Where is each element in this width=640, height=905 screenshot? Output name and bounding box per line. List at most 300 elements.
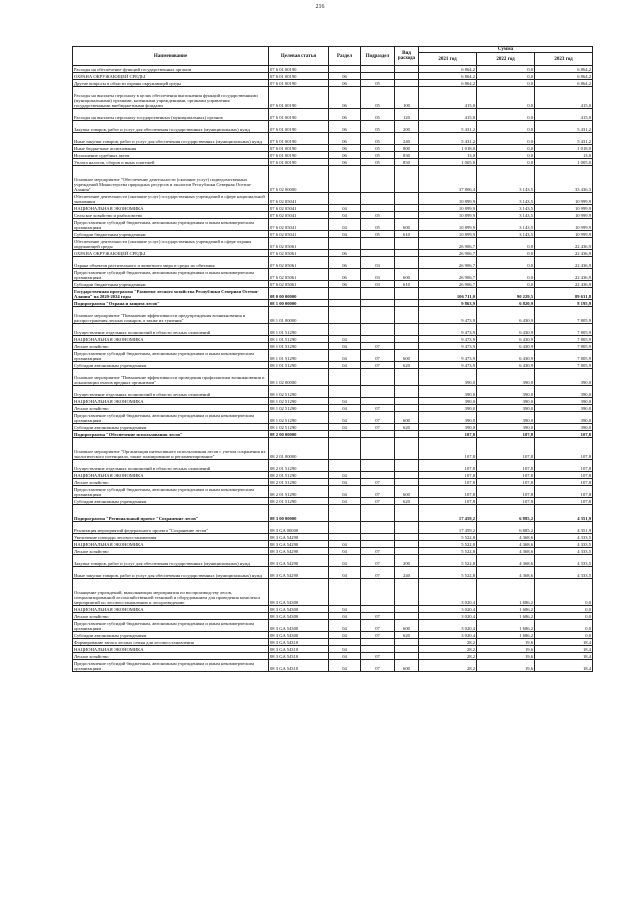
cell-2022: 390,0	[477, 398, 535, 405]
cell-2021: 9 473,9	[419, 350, 477, 362]
cell-name: НАЦИОНАЛЬНАЯ ЭКОНОМИКА	[73, 646, 269, 653]
cell-subsection: 05	[361, 152, 395, 159]
cell-section: 06	[329, 87, 361, 109]
cell-2021: 415,0	[419, 109, 477, 121]
cell-subsection: 05	[361, 121, 395, 133]
cell-subsection: 05	[361, 219, 395, 231]
cell-subsection	[361, 73, 395, 80]
cell-expense-type	[395, 343, 419, 350]
cell-2021: 10 899,9	[419, 205, 477, 212]
cell-section: 04	[329, 205, 361, 212]
cell-expense-type	[395, 212, 419, 219]
cell-subsection: 07	[361, 362, 395, 369]
cell-2021: 3 020,4	[419, 606, 477, 613]
cell-name: Предоставление субсидий бюджетным, автономным учреждениям и иным некоммерческим организациям	[73, 219, 269, 231]
cell-2021: 28,2	[419, 646, 477, 653]
cell-expense-type	[395, 300, 419, 307]
cell-name: Уплата налогов, сборов и иных платежей	[73, 159, 269, 166]
cell-2021: 1 005,0	[419, 159, 477, 166]
cell-2021: 9 473,9	[419, 324, 477, 336]
table-row	[73, 386, 593, 398]
cell-section	[329, 386, 361, 398]
cell-2021: 107,8	[419, 486, 477, 498]
cell-subsection: 07	[361, 350, 395, 362]
cell-target: 07 6 01 00190	[269, 145, 329, 152]
cell-2021: 26 906,7	[419, 250, 477, 257]
cell-2022: 0,0	[477, 159, 535, 166]
table-row	[73, 620, 593, 632]
cell-name: Осуществление отдельных полномочий в области лесных отношений	[73, 460, 269, 472]
table-row	[73, 606, 593, 613]
cell-2022: 1 686,2	[477, 579, 535, 606]
cell-2023: 1 018,0	[535, 145, 593, 152]
cell-2023: 33 436,3	[535, 166, 593, 193]
cell-target: 08 3 GA 54300	[269, 632, 329, 639]
cell-2023: 390,0	[535, 412, 593, 424]
cell-expense-type: 850	[395, 159, 419, 166]
cell-target: 08 3 GA 54290	[269, 567, 329, 579]
cell-target: 08 3 GA 54310	[269, 639, 329, 646]
cell-subsection	[361, 250, 395, 257]
cell-2022: 0,0	[477, 238, 535, 250]
cell-2022: 6 430,9	[477, 307, 535, 324]
cell-2023: 390,0	[535, 369, 593, 386]
cell-2022: 0,0	[477, 145, 535, 152]
cell-target: 08 2 00 00000	[269, 431, 329, 438]
cell-expense-type	[395, 541, 419, 548]
cell-target: 07 6 02 05041	[269, 193, 329, 205]
cell-name: Оснащение учреждений, выполняющих мероприятия по воспроизводству лесов, специализированной лесохозяйственной техникой и оборудованием для проведения комплекса мероприятий по лесовосстановлению и лесоразведению	[73, 579, 269, 606]
cell-expense-type	[395, 534, 419, 541]
cell-target: 07 6 02 05041	[269, 205, 329, 212]
cell-subsection	[361, 238, 395, 250]
cell-2022: 107,8	[477, 498, 535, 505]
cell-name: Подпрограмма "Обеспечение использования лесов"	[73, 431, 269, 438]
cell-2022: 4 368,6	[477, 555, 535, 567]
cell-2022: 0,0	[477, 250, 535, 257]
table-row	[73, 336, 593, 343]
cell-name: Государственная программа "Развитие лесного хозяйства Республики Северная Осетия-Алания" на 2020-2024 годы	[73, 288, 269, 300]
cell-2023: 7 805,9	[535, 336, 593, 343]
cell-section	[329, 300, 361, 307]
budget-table	[72, 46, 593, 672]
cell-target: 07 6 02 05041	[269, 231, 329, 238]
table-row	[73, 121, 593, 133]
cell-expense-type: 240	[395, 133, 419, 145]
cell-2023: 89 631,8	[535, 288, 593, 300]
cell-target: 08 3 GA 54290	[269, 555, 329, 567]
cell-target: 07 6 02 05061	[269, 250, 329, 257]
cell-target: 08 1 01 51290	[269, 350, 329, 362]
header-target: Целевая статья	[269, 47, 329, 66]
cell-section	[329, 579, 361, 606]
cell-target: 08 3 GA 54300	[269, 579, 329, 606]
cell-subsection: 07	[361, 613, 395, 620]
cell-2023: 7 805,9	[535, 343, 593, 350]
cell-section: 04	[329, 212, 361, 219]
cell-2023: 107,8	[535, 460, 593, 472]
cell-2023: 4 333,5	[535, 567, 593, 579]
cell-subsection	[361, 324, 395, 336]
table-row	[73, 653, 593, 660]
cell-target: 07 6 01 00190	[269, 159, 329, 166]
cell-subsection	[361, 205, 395, 212]
cell-section	[329, 166, 361, 193]
cell-subsection	[361, 460, 395, 472]
table-row	[73, 269, 593, 281]
cell-subsection	[361, 386, 395, 398]
cell-2021: 107,8	[419, 460, 477, 472]
cell-target: 07 6 02 05061	[269, 238, 329, 250]
header-section: Раздел	[329, 47, 361, 66]
cell-2021: 106 711,0	[419, 288, 477, 300]
cell-section: 06	[329, 152, 361, 159]
cell-2023: 107,8	[535, 479, 593, 486]
cell-2021: 107,8	[419, 479, 477, 486]
cell-name: Субсидии бюджетным учреждениям	[73, 231, 269, 238]
cell-2023: 10 999,9	[535, 193, 593, 205]
cell-2021: 3 020,4	[419, 620, 477, 632]
cell-target: 07 6 01 00190	[269, 87, 329, 109]
cell-name: Расходы на обеспечение функций государственных органов	[73, 66, 269, 73]
cell-name: НАЦИОНАЛЬНАЯ ЭКОНОМИКА	[73, 398, 269, 405]
cell-2022: 3 143,5	[477, 166, 535, 193]
cell-2022: 107,8	[477, 460, 535, 472]
cell-subsection: 07	[361, 343, 395, 350]
cell-2023: 22 436,9	[535, 281, 593, 288]
cell-2021: 107,8	[419, 438, 477, 460]
cell-2023: 1 005,0	[535, 159, 593, 166]
cell-2023: 18,4	[535, 660, 593, 672]
cell-section	[329, 288, 361, 300]
cell-2022: 1 686,2	[477, 632, 535, 639]
cell-2022: 0,0	[477, 109, 535, 121]
cell-2022: 4 368,6	[477, 541, 535, 548]
cell-expense-type	[395, 606, 419, 613]
cell-section: 04	[329, 653, 361, 660]
cell-section	[329, 324, 361, 336]
cell-subsection	[361, 505, 395, 522]
table-row	[73, 660, 593, 672]
cell-subsection: 03	[361, 257, 395, 269]
cell-2021: 415,0	[419, 87, 477, 109]
cell-2023: 6 864,2	[535, 73, 593, 80]
cell-section: 04	[329, 231, 361, 238]
cell-target: 08 1 01 51290	[269, 343, 329, 350]
cell-target: 07 6 02 00000	[269, 166, 329, 193]
cell-section	[329, 639, 361, 646]
cell-2022: 4 368,6	[477, 567, 535, 579]
cell-expense-type	[395, 369, 419, 386]
cell-subsection: 05	[361, 80, 395, 87]
cell-2022: 0,0	[477, 257, 535, 269]
cell-2022: 0,0	[477, 73, 535, 80]
cell-section	[329, 522, 361, 534]
cell-2021: 1 018,0	[419, 145, 477, 152]
cell-2022: 6 820,9	[477, 300, 535, 307]
header-subsection: Подраздел	[361, 47, 395, 66]
cell-name: Лесное хозяйство	[73, 405, 269, 412]
cell-2023: 22 436,9	[535, 269, 593, 281]
cell-subsection: 07	[361, 620, 395, 632]
cell-name: Иные закупки товаров, работ и услуг для обеспечения государственных (муниципальных) нужд	[73, 133, 269, 145]
cell-expense-type: 620	[395, 632, 419, 639]
cell-2023: 4 333,5	[535, 548, 593, 555]
table-row	[73, 166, 593, 193]
cell-target: 08 1 00 00000	[269, 300, 329, 307]
cell-2022: 3 143,5	[477, 193, 535, 205]
table-row	[73, 238, 593, 250]
table-row	[73, 145, 593, 152]
table-row	[73, 193, 593, 205]
cell-subsection: 07	[361, 405, 395, 412]
page-number: 216	[315, 4, 325, 10]
cell-target: 08 1 02 51290	[269, 398, 329, 405]
cell-2023: 7 805,9	[535, 324, 593, 336]
cell-section: 06	[329, 281, 361, 288]
cell-subsection	[361, 369, 395, 386]
cell-target: 07 6 02 05061	[269, 269, 329, 281]
cell-target: 08 1 01 00000	[269, 307, 329, 324]
cell-expense-type	[395, 257, 419, 269]
cell-subsection: 07	[361, 412, 395, 424]
cell-target: 07 6 02 05041	[269, 212, 329, 219]
cell-section: 04	[329, 498, 361, 505]
cell-subsection	[361, 288, 395, 300]
cell-2023: 7 805,9	[535, 350, 593, 362]
cell-name: Субсидии автономным учреждениям	[73, 498, 269, 505]
cell-2021: 6 864,2	[419, 66, 477, 73]
cell-2022: 1 686,2	[477, 613, 535, 620]
cell-target: 08 3 GA 54300	[269, 620, 329, 632]
cell-2022: 4 368,6	[477, 534, 535, 541]
cell-2023: 18,4	[535, 646, 593, 653]
cell-section: 04	[329, 350, 361, 362]
cell-section: 04	[329, 336, 361, 343]
cell-expense-type: 620	[395, 424, 419, 431]
table-row	[73, 438, 593, 460]
cell-target: 08 1 02 51290	[269, 386, 329, 398]
cell-2022: 19,6	[477, 653, 535, 660]
cell-section: 04	[329, 632, 361, 639]
table-row	[73, 87, 593, 109]
cell-subsection	[361, 307, 395, 324]
cell-2022: 3 143,5	[477, 219, 535, 231]
cell-expense-type	[395, 324, 419, 336]
cell-2021: 3 020,4	[419, 613, 477, 620]
cell-target: 07 6 01 00190	[269, 80, 329, 87]
cell-name: Исполнение судебных актов	[73, 152, 269, 159]
table-row	[73, 555, 593, 567]
cell-target: 08 3 GA 54300	[269, 606, 329, 613]
table-row	[73, 152, 593, 159]
cell-target: 08 1 01 51290	[269, 324, 329, 336]
cell-section: 04	[329, 412, 361, 424]
cell-2023: 10 999,9	[535, 219, 593, 231]
cell-name: Лесное хозяйство	[73, 613, 269, 620]
cell-subsection	[361, 579, 395, 606]
cell-2022: 1 686,2	[477, 620, 535, 632]
cell-2023: 107,8	[535, 472, 593, 479]
cell-section: 06	[329, 250, 361, 257]
cell-2023: 390,0	[535, 405, 593, 412]
cell-subsection: 07	[361, 548, 395, 555]
cell-subsection: 03	[361, 269, 395, 281]
cell-target: 08 3 GA 54300	[269, 613, 329, 620]
cell-expense-type	[395, 579, 419, 606]
table-row	[73, 639, 593, 646]
cell-target: 07 6 02 05041	[269, 219, 329, 231]
cell-2021: 26 906,7	[419, 238, 477, 250]
table-row	[73, 159, 593, 166]
cell-section: 04	[329, 486, 361, 498]
cell-2023: 107,8	[535, 498, 593, 505]
cell-2021: 5 431,2	[419, 121, 477, 133]
cell-2021: 17 459,2	[419, 505, 477, 522]
table-row	[73, 362, 593, 369]
cell-2023: 0,0	[535, 606, 593, 613]
cell-2023: 6 864,2	[535, 80, 593, 87]
cell-expense-type	[395, 613, 419, 620]
cell-expense-type: 600	[395, 219, 419, 231]
cell-target: 07 6 01 00190	[269, 121, 329, 133]
cell-target: 08 3 GA 54290	[269, 548, 329, 555]
table-row	[73, 281, 593, 288]
cell-2022: 0,0	[477, 281, 535, 288]
cell-target: 08 1 01 51290	[269, 336, 329, 343]
table-row	[73, 412, 593, 424]
cell-2022: 390,0	[477, 405, 535, 412]
cell-subsection: 03	[361, 281, 395, 288]
cell-subsection: 07	[361, 486, 395, 498]
cell-name: ОХРАНА ОКРУЖАЮЩЕЙ СРЕДЫ	[73, 250, 269, 257]
cell-2023: 10 999,9	[535, 205, 593, 212]
table-row	[73, 405, 593, 412]
table-row	[73, 431, 593, 438]
cell-name: Увеличение площади лесовосстановления	[73, 534, 269, 541]
cell-subsection: 07	[361, 632, 395, 639]
cell-name: Лесное хозяйство	[73, 653, 269, 660]
cell-name: Субсидии бюджетным учреждениям	[73, 281, 269, 288]
cell-2022: 0,0	[477, 87, 535, 109]
cell-2021: 390,0	[419, 369, 477, 386]
cell-expense-type	[395, 386, 419, 398]
cell-2022: 3 143,5	[477, 231, 535, 238]
cell-2021: 5 431,2	[419, 133, 477, 145]
cell-subsection	[361, 639, 395, 646]
cell-2023: 415,0	[535, 87, 593, 109]
cell-expense-type: 120	[395, 109, 419, 121]
cell-name: Подпрограмма "Региональный проект "Сохранение лесов"	[73, 505, 269, 522]
cell-section: 04	[329, 613, 361, 620]
cell-name: Охрана объектов растительного и животного мира и среды их обитания	[73, 257, 269, 269]
cell-2021: 37 806,4	[419, 166, 477, 193]
cell-2022: 0,0	[477, 133, 535, 145]
cell-expense-type	[395, 336, 419, 343]
cell-name: Основное мероприятие "Повышение эффективности предупреждения возникновения и распространения лесных пожаров, а также их тушения"	[73, 307, 269, 324]
cell-2022: 0,0	[477, 152, 535, 159]
table-row	[73, 231, 593, 238]
cell-subsection: 07	[361, 424, 395, 431]
cell-target: 08 3 GA 54290	[269, 534, 329, 541]
cell-expense-type: 600	[395, 660, 419, 672]
cell-2022: 3 143,5	[477, 205, 535, 212]
cell-name: НАЦИОНАЛЬНАЯ ЭКОНОМИКА	[73, 336, 269, 343]
cell-name: Субсидии автономным учреждениям	[73, 362, 269, 369]
cell-section: 04	[329, 479, 361, 486]
cell-2021: 5 522,8	[419, 548, 477, 555]
cell-subsection	[361, 398, 395, 405]
cell-section	[329, 193, 361, 205]
cell-2021: 9 473,9	[419, 307, 477, 324]
cell-section	[329, 438, 361, 460]
cell-name: Основное мероприятие "Повышение эффективности проведения профилактики возникновения и локализации очагов вредных организмов"	[73, 369, 269, 386]
cell-expense-type	[395, 166, 419, 193]
cell-target: 08 3 GA 54310	[269, 660, 329, 672]
cell-2021: 28,2	[419, 660, 477, 672]
cell-2022: 1 686,2	[477, 606, 535, 613]
cell-subsection	[361, 431, 395, 438]
cell-2021: 390,0	[419, 412, 477, 424]
cell-section: 04	[329, 660, 361, 672]
cell-2023: 6 864,2	[535, 66, 593, 73]
cell-section	[329, 66, 361, 73]
cell-section: 06	[329, 269, 361, 281]
cell-name: Лесное хозяйство	[73, 343, 269, 350]
cell-subsection: 05	[361, 133, 395, 145]
cell-2023: 107,8	[535, 486, 593, 498]
table-row	[73, 486, 593, 498]
cell-target: 07 6 01 00190	[269, 66, 329, 73]
table-row	[73, 300, 593, 307]
cell-target: 07 6 02 05061	[269, 281, 329, 288]
cell-section	[329, 307, 361, 324]
cell-expense-type: 830	[395, 152, 419, 159]
cell-2021: 28,2	[419, 639, 477, 646]
cell-section: 06	[329, 109, 361, 121]
cell-2022: 107,8	[477, 431, 535, 438]
cell-expense-type	[395, 472, 419, 479]
cell-section: 04	[329, 555, 361, 567]
cell-target: 08 1 02 51290	[269, 405, 329, 412]
cell-2022: 390,0	[477, 369, 535, 386]
cell-section: 04	[329, 219, 361, 231]
cell-expense-type	[395, 405, 419, 412]
cell-target: 08 2 01 51290	[269, 486, 329, 498]
cell-subsection	[361, 534, 395, 541]
cell-name: Закупка товаров, работ и услуг для обеспечения государственных (муниципальных) нужд	[73, 555, 269, 567]
cell-2021: 5 522,8	[419, 555, 477, 567]
cell-expense-type	[395, 80, 419, 87]
cell-expense-type	[395, 398, 419, 405]
cell-2021: 10 899,9	[419, 219, 477, 231]
cell-2021: 9 473,9	[419, 362, 477, 369]
cell-2023: 13,0	[535, 152, 593, 159]
table-row	[73, 250, 593, 257]
cell-subsection	[361, 66, 395, 73]
cell-name: Субсидии автономным учреждениям	[73, 424, 269, 431]
cell-2021: 390,0	[419, 386, 477, 398]
cell-2021: 3 020,4	[419, 579, 477, 606]
cell-name: Предоставление субсидий бюджетным, автономным учреждениям и иным некоммерческим организациям	[73, 660, 269, 672]
cell-2022: 0,0	[477, 269, 535, 281]
cell-subsection: 07	[361, 498, 395, 505]
table-header	[73, 47, 593, 66]
cell-2021: 390,0	[419, 405, 477, 412]
cell-2021: 3 020,4	[419, 632, 477, 639]
cell-expense-type	[395, 205, 419, 212]
cell-2021: 10 899,9	[419, 231, 477, 238]
